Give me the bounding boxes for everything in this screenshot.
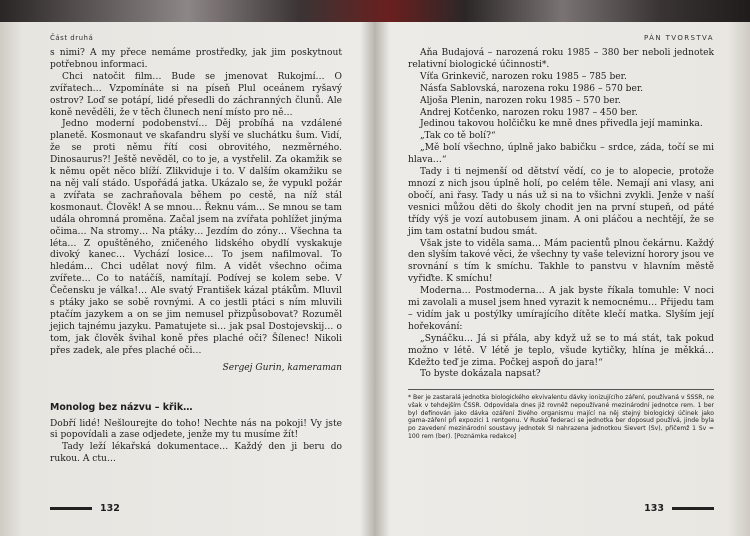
right-paragraph-5: Andrej Kotčenko, narozen roku 1987 – 450 ber.: [420, 107, 638, 118]
right-running-head: PÁN TVORSTVA: [644, 34, 714, 42]
right-paragraph-8: „Mě bolí všechno, úplně jako babičku – srdce, záda, točí se mi hlava…“: [408, 143, 714, 166]
section-heading: Monolog bez názvu – křik…: [50, 401, 193, 413]
right-paragraph-13: To byste dokázala napsat?: [420, 369, 541, 380]
right-paragraph-4: Aljoša Plenin, narozen roku 1985 – 570 ber.: [420, 95, 621, 106]
footnote: * Ber je zastaralá jednotka biologického ekvivalentu dávky ionizujícího záření, používaná v SSSR, ne však v tehdejším ČSSR. Odpovídala dnes již rovněž nepoužívané mezinárodní jednotce rem. 1 ber byl definován jako dávka ozáření živého organismu mající na něj stejný biologický účinek jako gama-záření při expozici 1 rentgenu. V Ruské federaci se jednotka ber doposud používá, jinde byla po zavedení mezinárodní soustavy jednotek SI nahrazena jednotkou Sievert (Sv), přičemž 1 Sv = 100 rem (ber). [Poznámka redakce]: [408, 389, 714, 440]
page-top-edge: [0, 0, 750, 22]
section-paragraph-2: Tady leží lékařská dokumentace… Každý den ji beru do rukou. A ctu…: [50, 442, 342, 465]
left-paragraph-2: Chci natočit film… Bude se jmenovat Rukojmí… O zvířatech… Vzpomínáte si na píseň Plul oceánem ryšavý ostrov? Loď se potápí, lidé přesedli do záchranných člunů. Ale koně nevěděli, že v těch člunech není místo pro ně…: [50, 71, 342, 118]
right-body-text: [408, 48, 714, 381]
left-page-number: [50, 503, 120, 514]
left-paragraph-3: Jedno moderní podobenství… Děj probíhá na vzdálené planetě. Kosmonaut ve skafandru slyší ve sluchátku šum. Vidí, že se proti němu řítí cosi obrovitého, nezměrného. Dinosaurus?! Ještě nevěděl, co to je, a vystřelil. Za okamžik se k němu opět něco blíží. Zlikviduje i to. V dalším okamžiku se na něj valí stádo. Uspořádá jatka. Ukázalo se, že vypukl požár a zvířata se zachraňovala během po cestě, na níž stál kosmonaut. Člověk! A se mnou… Řeknu vám… Se mnou se tam udála ohromná proměna. Začal jsem na zvířata pohlížet jinýma očima… Na stromy… Na ptáky… Jezdím do zóny… Všechna ta léta… Z opuštěného, zničeného lidského obydlí vyskakuje divoký kanec… Vychází losice… To jsem nafilmoval. To hledám… Chci udělat nový film. A vidět všechno očima zvířete… Co to natáčíš, namítají. Podívej se kolem sebe. V Čečensku je válka!… Ale svatý František kázal ptákům. Mluvil s ptáky jako se sobě rovnými. A co jestli ptáci s ním mluvili ptačím jazykem a on se jim nemusel přizpůsobovat? Rozuměl jejich tajnému jazyku. Pamatujete si… jak psal Dostojevskij… o tom, jak člověk švihal koně přes plaché oči? Šílenec! Nikoli přes zadek, ale přes plaché oči…: [50, 119, 342, 356]
right-paragraph-10: Však jste to viděla sama… Mám pacientů plnou čekárnu. Každý den slyším takové věci, že všechny ty vaše televizní horory jsou ve srovnání s tím k smíchu. Takhle to panstvu v hlavním městě vyřiďte. K smíchu!: [408, 238, 714, 285]
right-page-number: [644, 503, 714, 514]
left-page-number-label: 132: [100, 503, 120, 514]
right-paragraph-1: Aňa Budajová – narozená roku 1985 – 380 ber neboli jednotek relativní biologické účinnosti*.: [408, 48, 714, 70]
left-body-text: [50, 48, 342, 358]
right-paragraph-6: Jedinou takovou holčičku ke mně dnes přivedla její maminka.: [420, 119, 703, 130]
right-page-number-label: 133: [644, 503, 664, 514]
section-body-text: [50, 419, 342, 467]
left-running-head: Část druhá: [50, 34, 94, 42]
folio-bar: [50, 507, 92, 510]
section-paragraph-1: Dobří lidé! Nešlourejte do toho! Nechte nás na pokoji! Vy jste si popovídali a zase odjedete, jenže my tu musíme žít!: [50, 418, 342, 441]
right-paragraph-12: „Synáčku… Já si přála, aby když už se to má stát, tak pokud možno v létě. V létě je teplo, všude kytičky, hlína je měkká… Kdežto teď je zima. Počkej aspoň do jara!“: [408, 333, 714, 368]
left-paragraph-1: s nimi? A my přece nemáme prostředky, jak jim poskytnout potřebnou informaci.: [50, 48, 342, 70]
left-page: [0, 22, 370, 536]
folio-bar: [672, 507, 714, 510]
right-paragraph-2: Víťa Grinkevič, narozen roku 1985 – 785 ber.: [420, 71, 627, 82]
signature: Sergej Gurin, kameraman: [222, 362, 342, 373]
right-paragraph-7: „Tak co tě bolí?“: [420, 131, 496, 142]
right-page: [380, 22, 750, 536]
right-paragraph-3: Násťa Sablovská, narozena roku 1986 – 570 ber.: [420, 83, 644, 94]
right-paragraph-9: Tady i ti nejmenší od dětství vědí, co je to alopecie, protože mnozí z nich jsou úplně holí, po celém těle. Nemají ani vlasy, ani obočí, ani řasy. Tady u nás už si na to všichni zvykli. Jenže v naší vesnici můžou děti do školy chodit jen na první stupeň, od páté třídy výš je vozí autobusem jinam. A oni pláčou a nechtějí, že se jim tam ostatní budou smát.: [408, 167, 714, 237]
right-paragraph-11: Moderna… Postmoderna… A jak byste říkala tomuhle: V noci mi zavolali a musel jsem hned vyrazit k nemocnému… Přijedu tam – vidím jak u postýlky umírajícího dítěte klečí matka. Slyším její hořekování:: [408, 286, 714, 332]
